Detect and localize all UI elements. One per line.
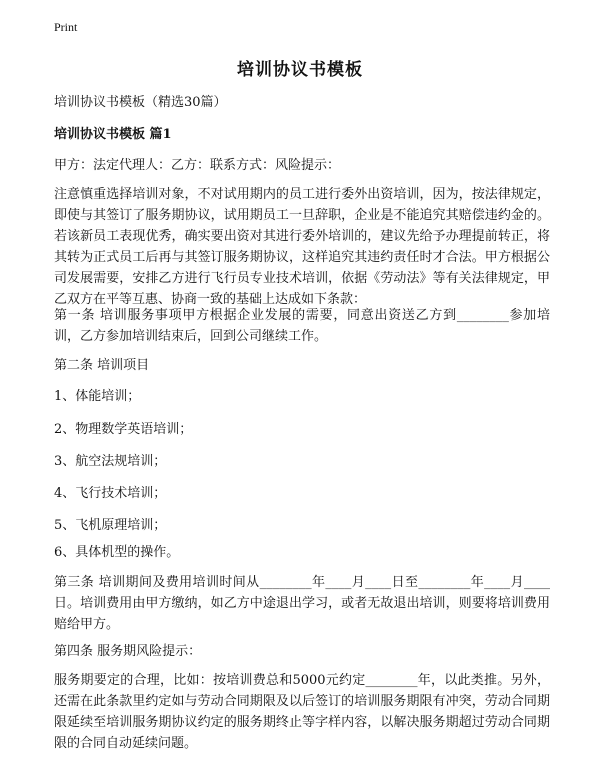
- list-item: 5、飞机原理培训；: [54, 518, 167, 533]
- list-item: 2、物理数学英语培训；: [54, 422, 193, 437]
- section-heading: 培训协议书模板 篇1: [54, 127, 172, 142]
- list-item: 1、体能培训；: [54, 389, 141, 404]
- article-1-paragraph: 第一条 培训服务事项甲方根据企业发展的需要，同意出资送乙方到________参加培训，乙方参加培训结束后，回到公司继续工作。: [54, 308, 550, 344]
- document-subtitle: 培训协议书模板（精选30篇）: [54, 95, 227, 110]
- article-3-paragraph: 第三条 培训期间及费用培训时间从________年____月____日至________年____月____日。培训费用由甲方缴纳，如乙方中途退出学习，或者无故退出培训，则要将培训费用赔给甲方。: [54, 575, 550, 632]
- parties-line: 甲方：法定代理人：乙方：联系方式：风险提示：: [54, 158, 341, 173]
- risk-notice-paragraph: 注意慎重选择培训对象，不对试用期内的员工进行委外出资培训，因为，按法律规定，即使与其签订了服务期协议，试用期员工一旦辞职，企业是不能追究其赔偿违约金的。若该新员工表现优秀，确实要出资对其进行委外培训的，建议先给予办理提前转正，将其转为正式员工后再与其签订服务期协议，这样追究其违约责任时才合法。甲方根据公司发展需要，安排乙方进行飞行员专业技术培训，依据《劳动法》等有关法律规定，甲乙双方在平等互惠、协商一致的基础上达成如下条款：: [54, 187, 550, 307]
- list-item: 3、航空法规培训；: [54, 454, 167, 469]
- list-item: 4、飞行技术培训；: [54, 486, 167, 501]
- list-item: 6、具体机型的操作。: [54, 545, 180, 560]
- article-4-title: 第四条 服务期风险提示：: [54, 644, 202, 659]
- article-2-title: 第二条 培训项目: [54, 358, 150, 373]
- document-title: 培训协议书模板: [237, 60, 363, 80]
- article-4-paragraph: 服务期要定的合理，比如：按培训费总和5000元约定________年，以此类推。另外，还需在此条款里约定如与劳动合同期限及以后签订的培训服务期限有冲突，劳动合同期限延续至培训服务期协议约定的服务期终止等字样内容，以解决服务期超过劳动合同期限的合同自动延续问题。: [54, 673, 550, 751]
- print-link[interactable]: Print: [54, 20, 78, 34]
